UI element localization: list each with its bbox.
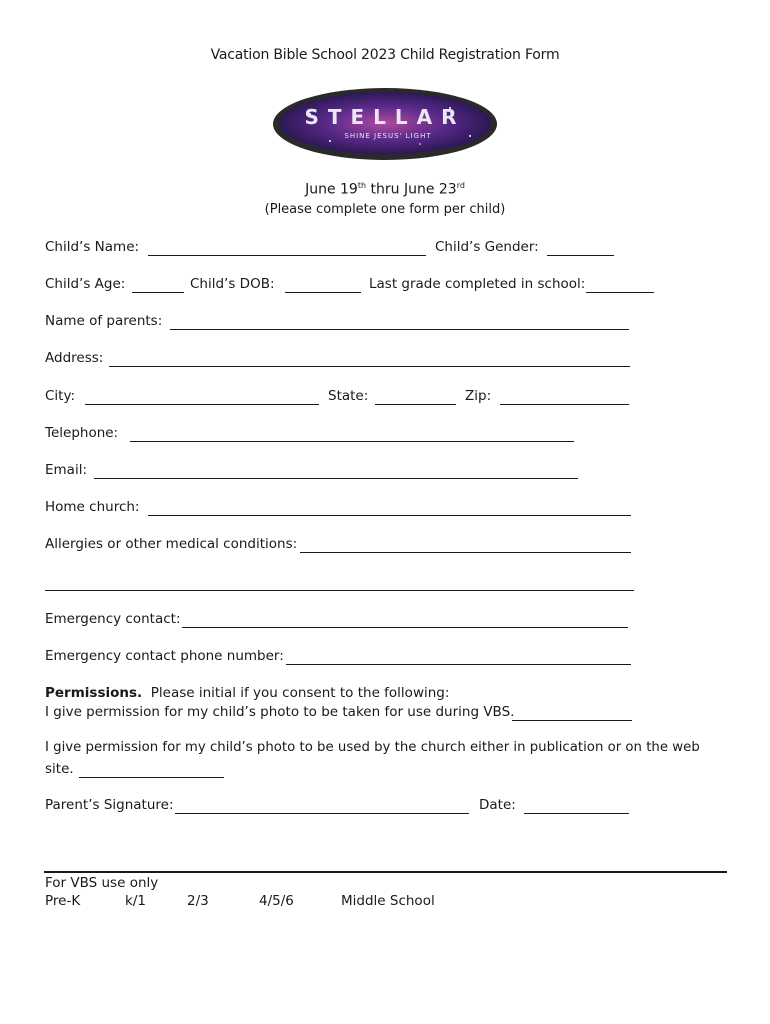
photo-church-initial-field[interactable] — [79, 777, 224, 778]
address-field[interactable] — [109, 366, 630, 367]
event-dates: June 19th thru June 23rd — [305, 181, 465, 198]
office-option-k1[interactable]: k/1 — [125, 893, 146, 909]
child-gender-field[interactable] — [547, 255, 614, 256]
signature-field[interactable] — [175, 813, 469, 814]
photo-church-statement: I give permission for my child’s photo to be used by the church either in publication or on the web — [45, 740, 700, 755]
permissions-heading: Permissions. — [45, 685, 143, 701]
emergency-phone-field[interactable] — [286, 664, 631, 665]
photo-church-statement-cont: site. — [45, 761, 74, 777]
office-heading: For VBS use only — [45, 875, 159, 891]
date-label: Date: — [479, 797, 516, 813]
child-age-label: Child’s Age: — [45, 276, 126, 292]
child-age-field[interactable] — [132, 292, 184, 293]
child-dob-label: Child’s DOB: — [190, 276, 275, 292]
logo-text: STELLAR — [304, 105, 466, 129]
allergies-field-continued[interactable] — [45, 590, 634, 591]
form-note: (Please complete one form per child) — [264, 202, 506, 217]
stellar-logo — [270, 86, 500, 164]
child-name-label: Child’s Name: — [45, 239, 140, 255]
office-option-23[interactable]: 2/3 — [187, 893, 209, 909]
office-option-456[interactable]: 4/5/6 — [259, 893, 294, 909]
telephone-field[interactable] — [130, 441, 574, 442]
allergies-field[interactable] — [300, 552, 631, 553]
state-field[interactable] — [375, 404, 456, 405]
email-label: Email: — [45, 462, 88, 478]
parents-label: Name of parents: — [45, 313, 163, 329]
last-grade-label: Last grade completed in school: — [369, 276, 586, 292]
city-field[interactable] — [85, 404, 319, 405]
date-field[interactable] — [524, 813, 629, 814]
child-gender-label: Child’s Gender: — [435, 239, 539, 255]
logo-tagline: SHINE JESUS' LIGHT — [344, 132, 432, 140]
email-field[interactable] — [94, 478, 578, 479]
office-divider — [44, 871, 727, 873]
allergies-label: Allergies or other medical conditions: — [45, 536, 298, 552]
photo-vbs-statement: I give permission for my child’s photo to be taken for use during VBS. — [45, 704, 515, 720]
permissions-intro: Permissions. Please initial if you consent to the following: — [45, 685, 450, 701]
address-label: Address: — [45, 350, 104, 366]
home-church-label: Home church: — [45, 499, 140, 515]
zip-label: Zip: — [465, 388, 492, 404]
zip-field[interactable] — [500, 404, 629, 405]
child-name-field[interactable] — [148, 255, 426, 256]
telephone-label: Telephone: — [45, 425, 119, 441]
home-church-field[interactable] — [148, 515, 631, 516]
state-label: State: — [328, 388, 369, 404]
emergency-phone-label: Emergency contact phone number: — [45, 648, 284, 664]
form-title: Vacation Bible School 2023 Child Registration Form — [210, 47, 560, 63]
office-option-prek[interactable]: Pre-K — [45, 893, 81, 909]
child-dob-field[interactable] — [285, 292, 361, 293]
city-label: City: — [45, 388, 76, 404]
parents-field[interactable] — [170, 329, 629, 330]
office-option-middle-school[interactable]: Middle School — [341, 893, 435, 909]
photo-vbs-initial-field[interactable] — [512, 720, 632, 721]
last-grade-field[interactable] — [586, 292, 654, 293]
emergency-contact-label: Emergency contact: — [45, 611, 181, 627]
signature-label: Parent’s Signature: — [45, 797, 174, 813]
emergency-contact-field[interactable] — [182, 627, 628, 628]
